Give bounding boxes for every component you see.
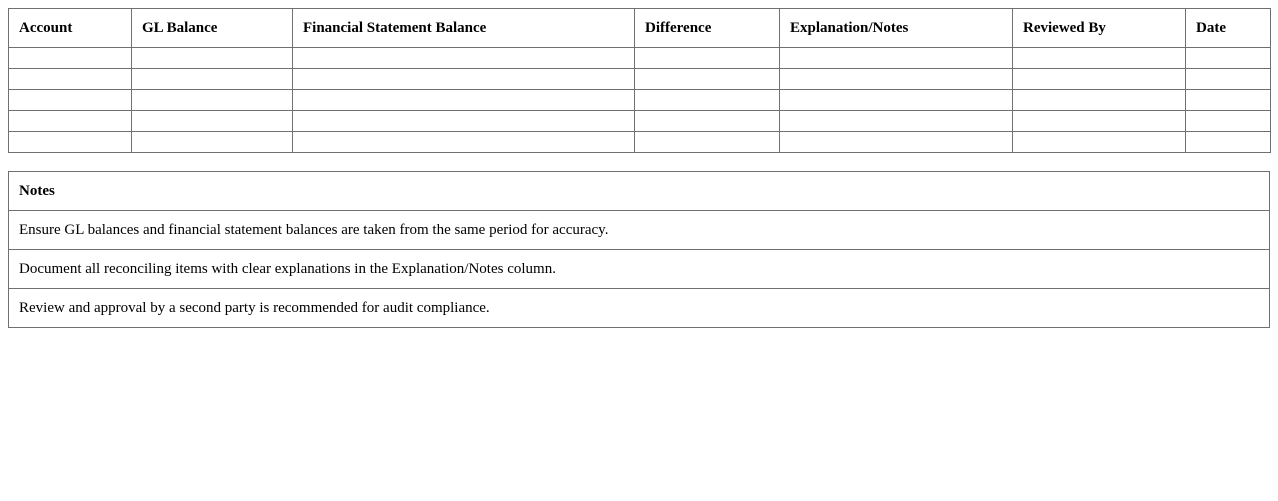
note-item: Review and approval by a second party is recommended for audit compliance. (9, 289, 1270, 328)
table-cell (1186, 69, 1271, 90)
table-cell (132, 69, 293, 90)
table-cell (293, 132, 635, 153)
table-cell (780, 48, 1013, 69)
table-cell (780, 111, 1013, 132)
table-cell (132, 90, 293, 111)
table-cell (635, 111, 780, 132)
table-cell (293, 48, 635, 69)
table-cell (780, 132, 1013, 153)
table-cell (293, 90, 635, 111)
table-cell (1186, 48, 1271, 69)
table-row (9, 48, 1271, 69)
reconciliation-table (8, 8, 1271, 153)
notes-table (8, 171, 1270, 328)
table-cell (293, 69, 635, 90)
table-cell (293, 111, 635, 132)
table-row (9, 90, 1271, 111)
note-item: Ensure GL balances and financial statement balances are taken from the same period for accuracy. (9, 211, 1270, 250)
table-cell (1013, 132, 1186, 153)
table-cell (635, 90, 780, 111)
table-cell (635, 69, 780, 90)
table-cell (1013, 90, 1186, 111)
table-header-row (9, 9, 1271, 48)
notes-row (9, 250, 1270, 289)
column-header-date: Date (1186, 9, 1271, 48)
table-cell (132, 111, 293, 132)
column-header-reviewed-by: Reviewed By (1013, 9, 1186, 48)
notes-row (9, 211, 1270, 250)
table-cell (635, 132, 780, 153)
table-cell (9, 90, 132, 111)
notes-header-row (9, 172, 1270, 211)
column-header-financial-statement-balance: Financial Statement Balance (293, 9, 635, 48)
table-cell (9, 48, 132, 69)
table-cell (9, 132, 132, 153)
table-cell (1013, 48, 1186, 69)
notes-heading: Notes (9, 172, 1270, 211)
column-header-explanation-notes: Explanation/Notes (780, 9, 1013, 48)
table-cell (132, 132, 293, 153)
table-row (9, 69, 1271, 90)
column-header-difference: Difference (635, 9, 780, 48)
table-cell (1186, 132, 1271, 153)
table-cell (780, 90, 1013, 111)
table-cell (635, 48, 780, 69)
table-cell (1186, 111, 1271, 132)
table-cell (780, 69, 1013, 90)
note-item: Document all reconciling items with clear explanations in the Explanation/Notes column. (9, 250, 1270, 289)
table-cell (9, 111, 132, 132)
column-header-account: Account (9, 9, 132, 48)
notes-row (9, 289, 1270, 328)
table-cell (132, 48, 293, 69)
column-header-gl-balance: GL Balance (132, 9, 293, 48)
table-row (9, 111, 1271, 132)
table-cell (9, 69, 132, 90)
table-row (9, 132, 1271, 153)
table-cell (1013, 111, 1186, 132)
table-cell (1186, 90, 1271, 111)
table-cell (1013, 69, 1186, 90)
